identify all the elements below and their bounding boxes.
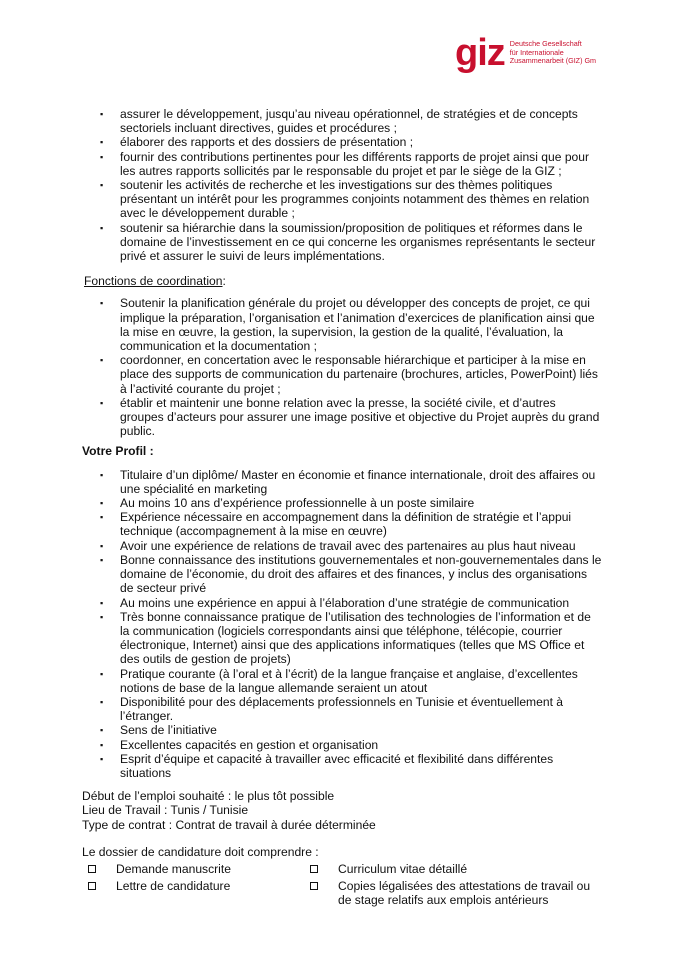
profil-list (82, 468, 602, 780)
logo-line: Zusammenarbeit (GIZ) Gm (509, 56, 597, 66)
dossier-intro: Le dossier de candidature doit comprendre : (82, 844, 319, 859)
bullet-icon: ▪ (100, 597, 104, 608)
bullet-icon: ▪ (100, 151, 104, 162)
contract-type-line: Type de contrat : Contrat de travail à durée déterminée (82, 817, 376, 832)
bullet-icon: ▪ (100, 725, 104, 736)
bullet-icon: ▪ (100, 611, 104, 622)
profil-heading: Votre Profil : (82, 444, 154, 459)
start-date-line: Début de l’emploi souhaité : le plus tôt possible (82, 789, 335, 804)
bullet-icon: ▪ (100, 739, 104, 750)
bullet-icon: ▪ (100, 753, 104, 764)
list-item: ▪ Avoir une expérience de relations de travail avec des partenaires au plus haut niveau (100, 538, 576, 553)
bullet-icon: ▪ (100, 554, 104, 565)
checkbox-icon (88, 865, 96, 873)
giz-logo (455, 32, 597, 74)
list-item: ▪ Au moins une expérience en appui à l’élaboration d’une stratégie de communication (100, 595, 570, 610)
coordination-list (82, 296, 602, 438)
list-item: ▪ Esprit d’équipe et capacité à travailler avec efficacité et flexibilité dans différentes situations (100, 751, 554, 780)
checklist-item: Copies légalisées des attestations de travail ou de stage relatifs aux emplois antérieurs (304, 879, 604, 907)
bullet-icon: ▪ (100, 469, 104, 480)
dossier-checklist (82, 862, 602, 908)
list-item: ▪ Sens de l’initiative (100, 723, 217, 738)
bullet-icon: ▪ (100, 668, 104, 679)
bullet-icon: ▪ (100, 540, 104, 551)
list-item: ▪ Pratique courante (à l’oral et à l’écrit) de la langue française et anglaise, d’excellentes notions de base de la langue allemande seraient un atout (100, 666, 578, 695)
checkbox-icon (310, 882, 318, 890)
list-item: ▪ élaborer des rapports et des dossiers de présentation ; (100, 135, 414, 150)
list-item: ▪ fournir des contributions pertinentes pour les différents rapports de projet ainsi que pour les autres rapports sollicités par le responsable du projet et par le siège de la GIZ ; (100, 149, 590, 178)
bullet-icon: ▪ (100, 222, 104, 233)
bullet-icon: ▪ (100, 397, 104, 408)
list-item: ▪ Très bonne connaissance pratique de l’utilisation des technologies de l’information et de la communication (logiciels correspondants ainsi que téléphone, télécopie, courrier électronique, Internet) ainsi que des applications informatiques (telles que MS Office et des outils de gestion de projets) (100, 609, 591, 667)
bullet-icon: ▪ (100, 298, 104, 309)
bullet-icon: ▪ (100, 180, 104, 191)
logo-line: für Internationale (509, 47, 564, 57)
bullet-icon: ▪ (100, 512, 104, 523)
list-item: ▪ soutenir sa hiérarchie dans la soumission/proposition de politiques et réformes dans le domaine de l’investissement en ce qui concerne les organismes représentants le secteur privé et assurer le suivi de leurs implémentations. (100, 220, 596, 264)
checklist-item: Demande manuscrite (82, 862, 304, 876)
list-item: ▪ Excellentes capacités en gestion et organisation (100, 737, 379, 752)
list-item: ▪ coordonner, en concertation avec le responsable hiérarchique et participer à la mise en place des supports de communication du partenaire (brochures, articles, PowerPoint) liés à l’activité courante du projet ; (100, 353, 598, 396)
checklist-item: Lettre de candidature (82, 879, 304, 907)
list-item: ▪ Au moins 10 ans d’expérience professionnelle à un poste similaire (100, 496, 475, 511)
checkbox-icon (310, 865, 318, 873)
list-item: ▪ établir et maintenir une bonne relation avec la presse, la société civile, et d’autres groupes d’acteurs pour assurer une image positive et objective du Projet auprès du grand public. (100, 395, 600, 439)
bullet-icon: ▪ (100, 498, 104, 509)
tasks-list (82, 107, 602, 263)
list-item: ▪ soutenir les activités de recherche et les investigations sur des thèmes politiques présentant un intérêt pour les programmes conjoints notamment des thèmes en relation avec le développement durable ; (100, 178, 590, 221)
job-info (82, 789, 602, 832)
location-line: Lieu de Travail : Tunis / Tunisie (82, 803, 249, 818)
bullet-icon: ▪ (100, 355, 104, 366)
checklist-item: Curriculum vitae détaillé (304, 862, 604, 876)
list-item: ▪ Expérience nécessaire en accompagnement dans la définition de stratégie et l’appui technique (accompagnement à la mise en œuvre) (100, 510, 572, 539)
checkbox-icon (88, 882, 96, 890)
coordination-heading: Fonctions de coordination: (84, 274, 226, 289)
bullet-icon: ▪ (100, 109, 104, 119)
giz-logo-mark: giz (455, 32, 505, 74)
giz-logo-text (510, 40, 596, 66)
list-item: ▪ assurer le développement, jusqu’au niveau opérationnel, de stratégies et de concepts sectoriels incluant directives, guides et procédures ; (100, 107, 578, 136)
list-item: ▪ Soutenir la planification générale du projet ou développer des concepts de projet, ce qui implique la préparation, l’organisation et l’animation d’exercices de planification ainsi que la mise en œuvre, la gestion, la supervision, la gestion de la qualité, l’évaluation, la communication et la documentation ; (100, 296, 595, 354)
bullet-icon: ▪ (100, 696, 104, 707)
bullet-icon: ▪ (100, 137, 104, 148)
list-item: ▪ Disponibilité pour des déplacements professionnels en Tunisie et éventuellement à l’étranger. (100, 694, 564, 724)
list-item: ▪ Titulaire d’un diplôme/ Master en économie et finance internationale, droit des affaires ou une spécialité en marketing (100, 467, 596, 496)
logo-line: Deutsche Gesellschaft (509, 39, 582, 48)
list-item: ▪ Bonne connaissance des institutions gouvernementales et non-gouvernementales dans le domaine de l’économie, du droit des affaires et des finances, y inclus des organisations de secteur privé (100, 552, 602, 596)
document-body (82, 107, 602, 908)
